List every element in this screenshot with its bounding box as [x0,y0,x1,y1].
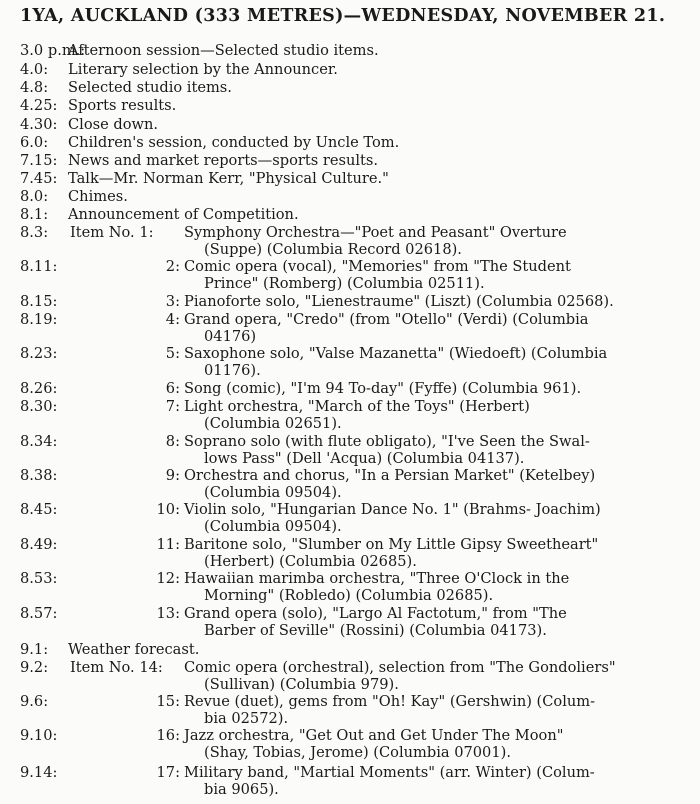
item-text: Grand opera (solo), "Largo Al Factotum," from "The [184,605,567,622]
time-label: 4.8: [20,79,49,96]
time-label: 8.38: [20,467,58,484]
item-text: Soprano solo (with flute obligato), "I've Seen the Swal- [184,433,590,450]
item-number: 8: [165,433,180,450]
item-text: Weather forecast. [68,641,200,658]
item-text-continued: (Shay, Tobias, Jerome) (Columbia 07001). [204,744,511,761]
item-text-continued: (Columbia 09504). [204,518,342,535]
time-label: 7.45: [20,170,58,187]
program-item [0,398,700,438]
item-text-continued: bia 02572). [204,710,289,727]
time-label: 8.3: [20,224,49,241]
item-text: Light orchestra, "March of the Toys" (Herbert) [184,398,530,415]
item-text: Pianoforte solo, "Lienestraume" (Liszt) (Columbia 02568). [184,293,614,310]
time-label: 8.26: [20,380,58,397]
time-label: 8.57: [20,605,58,622]
item-number: 9: [165,467,180,484]
schedule-text: Close down. [68,116,159,133]
item-text-continued: (Sullivan) (Columbia 979). [204,676,399,693]
time-label: 8.0: [20,188,49,205]
item-text-continued: (Columbia 02651). [204,415,342,432]
item-text-continued: 04176) [204,328,257,345]
page-title: 1YA, AUCKLAND (333 METRES)—WEDNESDAY, NOVEMBER 21. [20,6,666,26]
schedule-text: Children's session, conducted by Uncle Tom. [68,134,400,151]
program-item [0,345,700,385]
time-label: 8.49: [20,536,58,553]
item-text: Revue (duet), gems from "Oh! Kay" (Gershwin) (Colum- [184,693,596,710]
item-text-continued: (Suppe) (Columbia Record 02618). [204,241,462,258]
item-number: 15: [156,693,180,710]
time-label: 8.11: [20,258,58,275]
schedule-text: Selected studio items. [68,79,232,96]
time-label: 8.15: [20,293,58,310]
item-text-continued: Barber of Seville" (Rossini) (Columbia 04173). [204,622,547,639]
time-label: 9.14: [20,764,58,781]
item-text: Comic opera (orchestral), selection from "The Gondoliers" [184,659,616,676]
item-number: 13: [156,605,180,622]
item-number: 11: [156,536,180,553]
item-number: 6: [165,380,180,397]
item-text: Song (comic), "I'm 94 To-day" (Fyffe) (Columbia 961). [184,380,582,397]
time-label: 8.1: [20,206,49,223]
time-label: 6.0: [20,134,49,151]
item-number: 7: [165,398,180,415]
item-label: Item No. 1: [70,224,154,241]
item-number: 5: [165,345,180,362]
item-text-continued: 01176). [204,362,261,379]
time-label: 3.0 p.m.: [20,42,86,59]
item-text: Comic opera (vocal), "Memories" from "The Student [184,258,571,275]
item-number: 12: [156,570,180,587]
time-label: 8.30: [20,398,58,415]
schedule-text: Literary selection by the Announcer. [68,61,338,78]
time-label: 4.25: [20,97,58,114]
schedule-text: News and market reports—sports results. [68,152,379,169]
schedule-text: Chimes. [68,188,128,205]
program-item [0,258,700,298]
item-label: Item No. 14: [70,659,163,676]
item-number: 16: [156,727,180,744]
item-text: Hawaiian marimba orchestra, "Three O'Clock in the [184,570,570,587]
time-label: 9.1: [20,641,49,658]
item-number: 10: [156,501,180,518]
program-item [0,501,700,541]
time-label: 9.2: [20,659,49,676]
item-text: Symphony Orchestra—"Poet and Peasant" Overture [184,224,567,241]
schedule-text: Talk—Mr. Norman Kerr, "Physical Culture." [68,170,389,187]
item-text-continued: (Columbia 09504). [204,484,342,501]
schedule-text: Afternoon session—Selected studio items. [68,42,379,59]
item-text-continued: lows Pass" (Dell 'Acqua) (Columbia 04137). [204,450,525,467]
item-text: Military band, "Martial Moments" (arr. Winter) (Colum- [184,764,595,781]
schedule-text: Sports results. [68,97,177,114]
item-text: Jazz orchestra, "Get Out and Get Under The Moon" [184,727,564,744]
time-label: 8.23: [20,345,58,362]
item-text: Orchestra and chorus, "In a Persian Market" (Ketelbey) [184,467,596,484]
time-label: 8.34: [20,433,58,450]
time-label: 8.19: [20,311,58,328]
time-label: 8.53: [20,570,58,587]
time-label: 9.10: [20,727,58,744]
time-label: 9.6: [20,693,49,710]
time-label: 7.15: [20,152,58,169]
time-label: 4.30: [20,116,58,133]
item-text: Saxophone solo, "Valse Mazanetta" (Wiedoeft) (Columbia [184,345,608,362]
item-text-continued: bia 9065). [204,781,279,798]
item-number: 4: [165,311,180,328]
item-text: Violin solo, "Hungarian Dance No. 1" (Brahms- Joachim) [184,501,601,518]
item-text-continued: Prince" (Romberg) (Columbia 02511). [204,275,485,292]
program-item [0,727,700,767]
item-number: 3: [165,293,180,310]
item-text-continued: (Herbert) (Columbia 02685). [204,553,417,570]
item-text: Grand opera, "Credo" (from "Otello" (Verdi) (Columbia [184,311,589,328]
program-item [0,764,700,804]
time-label: 8.45: [20,501,58,518]
item-text-continued: Morning" (Robledo) (Columbia 02685). [204,587,494,604]
program-item [0,605,700,645]
item-text: Baritone solo, "Slumber on My Little Gipsy Sweetheart" [184,536,599,553]
schedule-text: Announcement of Competition. [68,206,299,223]
program-item [0,570,700,610]
item-number: 17: [156,764,180,781]
item-number: 2: [165,258,180,275]
time-label: 4.0: [20,61,49,78]
